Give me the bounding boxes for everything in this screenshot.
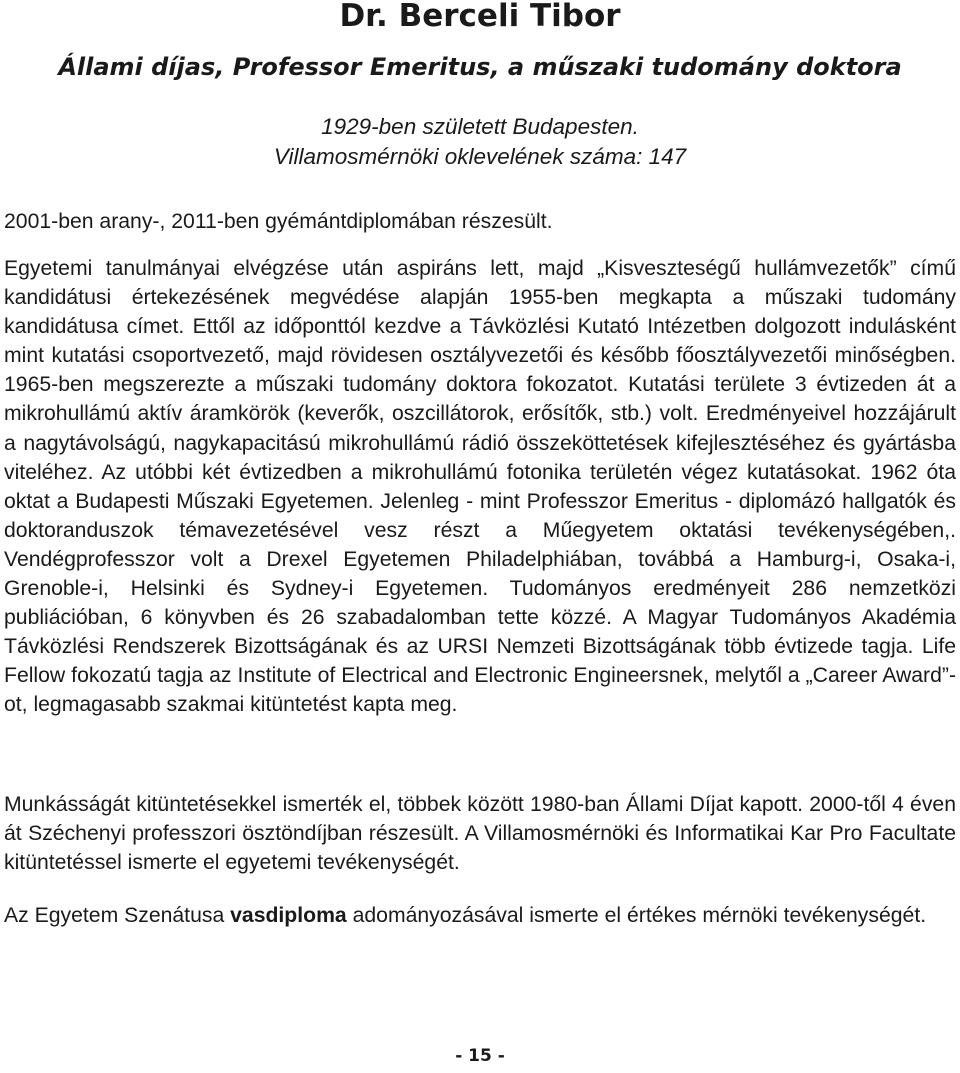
paragraph-diplomas: 2001-ben arany-, 2011-ben gyémántdiplomában részesült. [4,210,553,233]
senate-text-before: Az Egyetem Szenátusa [4,904,231,927]
paragraph-career: Egyetemi tanulmányai elvégzése után aspiráns lett, majd „Kisveszteségű hullámvezetők” című kandidátusi értekezésének megvédése alapján 1955-ben megkapta a műszaki tudomány kandidátusa címet. Ettől az időponttól kezdve a Távközlési Kutató Intézetben dolgozott indulásként mint kutatási csoportvezető, majd rövidesen osztályvezetői és később főosztályvezetői minőségben. 1965-ben megszerezte a műszaki tudomány doktora fokozatot. Kutatási területe 3 évtizeden át a mikrohullámú aktív áramkörök (keverők, oszcillátorok, erősítők, stb.) volt. Eredményeivel hozzájárult a nagytávolságú, nagykapacitású mikrohullámú rádió összeköttetések kifejlesztéséhez és gyártásba viteléhez. Az utóbbi két évtizedben a mikrohullámú fotonika területén végez kutatásokat. 1962 óta oktat a Budapesti Műszaki Egyetemen. Jelenleg - mint Professzor Emeritus - diplomázó hallgatók és doktoranduszok témavezetésével vesz részt a Műegyetem oktatási tevékenységében,. Vendégprofesszor volt a Drexel Egyetemen Philadelphiában, továbbá a Hamburg-i, Osaka-i, Grenoble-i, Helsinki és Sydney-i Egyetemen. Tudományos eredményeit 286 nemzetközi publiációban, 6 könyvben és 26 szabadalomban tette közzé. A Magyar Tudományos Akadémia Távközlési Rendszerek Bizottságának és az URSI Nemzeti Bizottságának több évtizede tagja. Life Fellow fokozatú tagja az Institute of Electrical and Electronic Engineersnek, melytől a „Career Award”-ot, legmagasabb szakmai kitüntetést kapta meg. [4,257,956,717]
senate-text-after: adományozásával ismerte el értékes mérnöki tevékenységét. [346,904,927,927]
iron-diploma-term: vasdiploma [230,904,347,927]
birth-line: 1929-ben született Budapesten. [321,114,639,139]
person-subtitle: Állami díjas, Professor Emeritus, a műszaki tudomány doktora [58,53,902,81]
page-number: - 15 - [455,1046,505,1066]
paragraph-senate [4,901,956,930]
diploma-number-line: Villamosmérnöki oklevelének száma: 147 [273,144,687,169]
person-name: Dr. Berceli Tibor [339,0,621,34]
paragraph-awards: Munkásságát kitüntetésekkel ismerték el, többek között 1980-ban Állami Díjat kapott. 2000-től 4 éven át Széchenyi professzori ösztöndíjban részesült. A Villamosmérnöki és Informatikai Kar Pro Facultate kitüntetéssel ismerte el egyetemi tevékenységét. [4,793,956,875]
intro-block [0,112,960,172]
